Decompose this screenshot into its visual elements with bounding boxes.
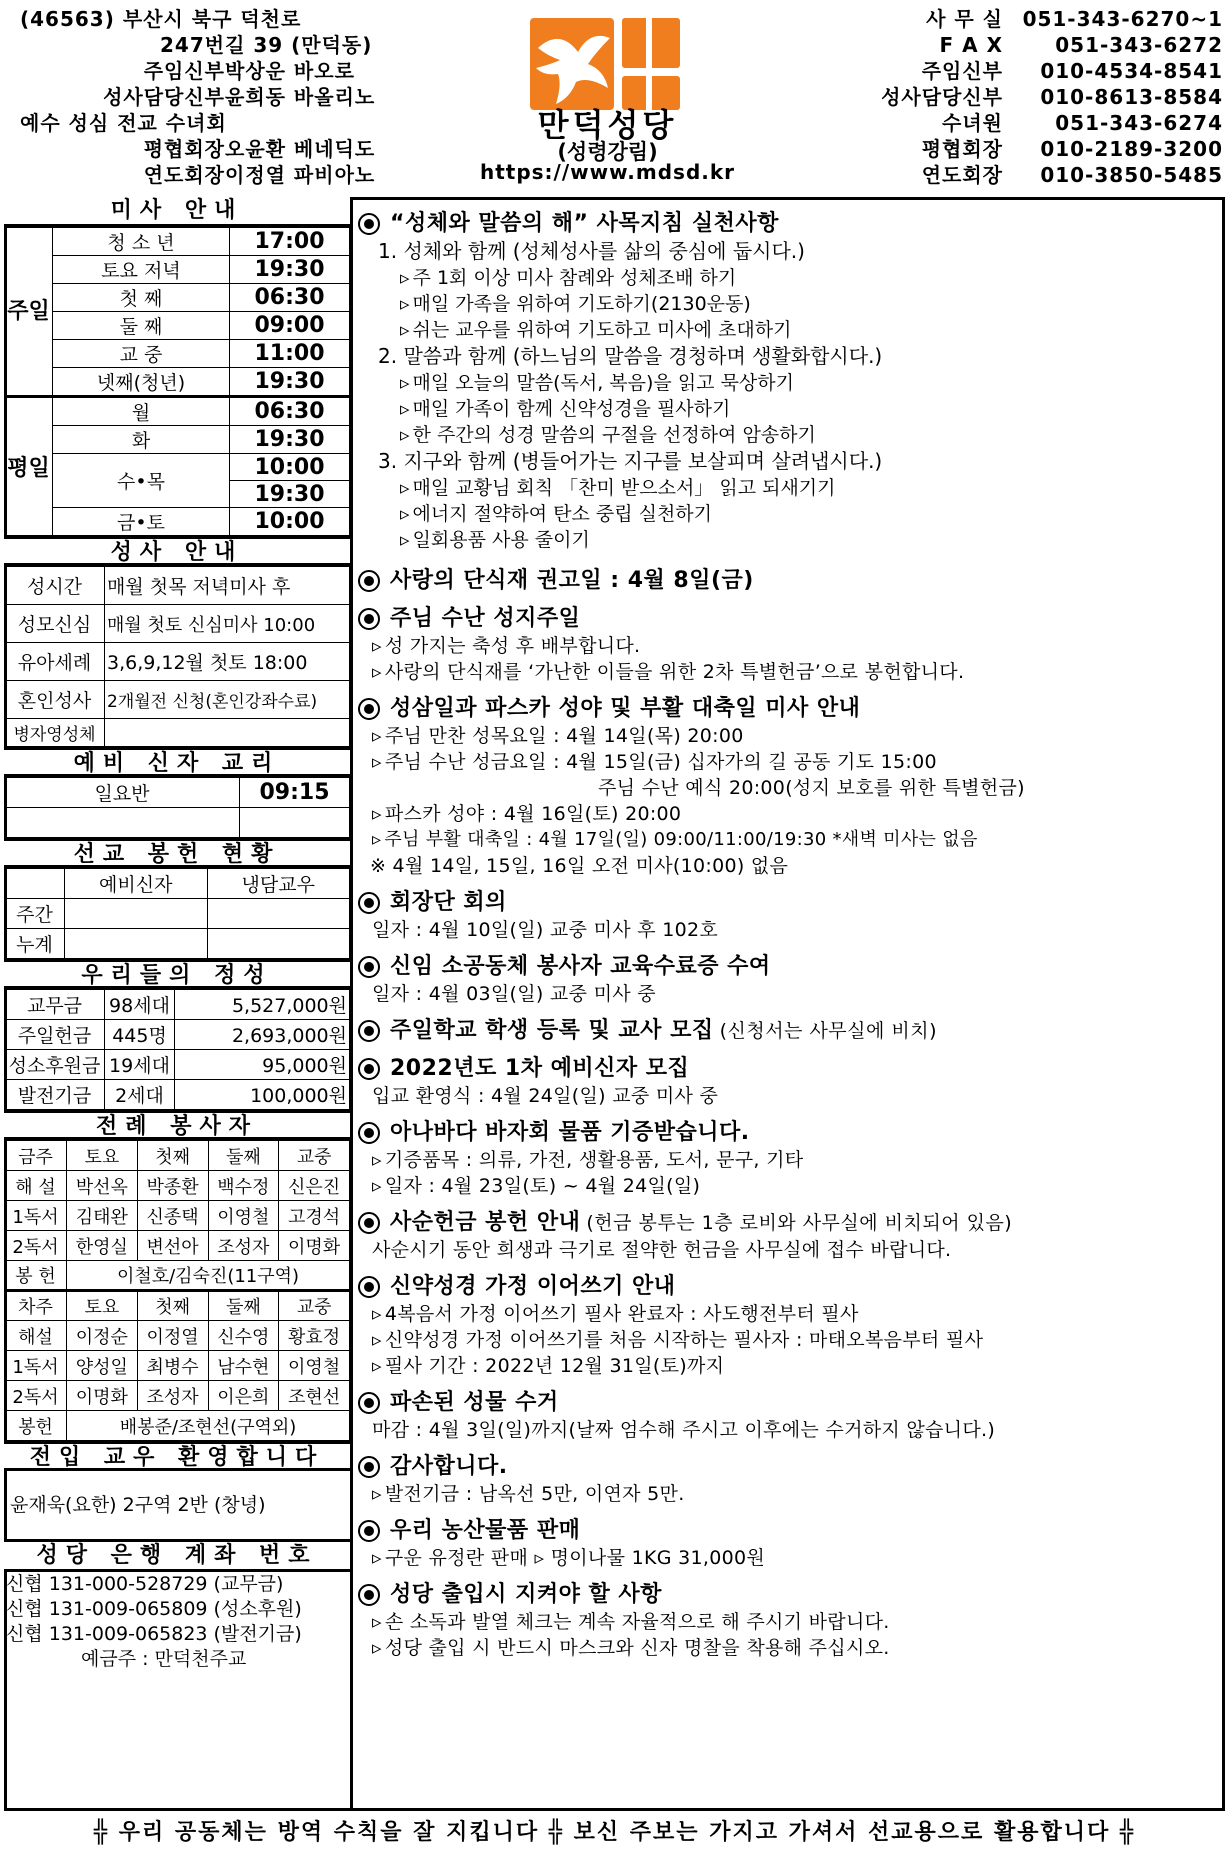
notice-line: 일자 : 4월 03일(일) 교중 미사 중 xyxy=(372,983,656,1005)
phone-row: 성사담당신부 010-8613-8584 xyxy=(881,85,1223,109)
notice-title: 회장단 회의 xyxy=(390,890,507,915)
notice-line: 마감 : 4월 3일(일)까지(날짜 엄수해 주시고 이후에는 수거하지 않습니다.) xyxy=(372,1419,996,1441)
sacrament-info: 3,6,9,12월 첫토 18:00 xyxy=(105,643,350,681)
weekday-label: 평일 xyxy=(5,397,53,536)
liturgy-person: 김태완 xyxy=(67,1201,138,1231)
notice-sunday-school xyxy=(358,1017,1218,1045)
liturgy-role: 1독서 xyxy=(5,1201,67,1231)
sacrament-info: 매월 첫토 신심미사 10:00 xyxy=(105,605,350,643)
mass-time: 06:30 xyxy=(230,284,350,312)
notice-title: 감사합니다. xyxy=(390,1454,508,1479)
notice-line: ▹ 매일 오늘의 말씀(독서, 복음)을 읽고 묵상하기 xyxy=(358,370,1218,396)
contact-row: 성사담당신부 윤희동 바올리노 xyxy=(103,85,376,109)
liturgy-role: 2독서 xyxy=(5,1231,67,1261)
liturgy-title: 전례 봉사자 xyxy=(4,1110,350,1140)
bullet-icon xyxy=(358,608,380,630)
street-address: 247번길 39 (만덕동) xyxy=(160,33,373,57)
notice-title: 파손된 성물 수거 xyxy=(390,1390,559,1415)
bullet-icon xyxy=(358,1058,380,1080)
notice-line: ▹ 매일 교황님 회칙 「찬미 받으소서」 읽고 되새기기 xyxy=(358,475,1218,501)
liturgy-role: 해설 xyxy=(5,1321,67,1351)
liturgy-person: 한영실 xyxy=(67,1231,138,1261)
phone-row: 연도회장 010-3850-5485 xyxy=(921,163,1223,187)
phone-row: F A X 051-343-6272 xyxy=(939,33,1223,57)
offering-name: 교무금 xyxy=(5,990,105,1020)
liturgy-person: 이명화 xyxy=(279,1231,350,1261)
offering-name: 성소후원금 xyxy=(5,1050,105,1080)
notice-line: ▹ 한 주간의 성경 말씀의 구절을 선정하여 암송하기 xyxy=(358,422,1218,448)
liturgy-person: 남수현 xyxy=(208,1351,279,1381)
mass-time: 19:30 xyxy=(230,256,350,284)
liturgy-header: 교중 xyxy=(279,1141,350,1171)
mission-row-label: 주간 xyxy=(5,899,65,929)
bullet-icon xyxy=(358,1392,380,1414)
liturgy-header: 첫째 xyxy=(137,1291,208,1321)
class-name: 일요반 xyxy=(5,778,240,808)
notice-subheading: 3. 지구와 함께 (병들어가는 지구를 보살피며 살려냅시다.) xyxy=(378,449,883,473)
mass-name: 화 xyxy=(53,426,230,454)
liturgy-header: 둘째 xyxy=(208,1141,279,1171)
notice-line: ▹ 기증품목 : 의류, 가전, 생활용품, 도서, 문구, 기타 xyxy=(358,1147,1218,1173)
notice-line: ▹ 일자 : 4월 23일(토) ~ 4월 24일(일) xyxy=(358,1173,1218,1199)
notice-sacred-items xyxy=(358,1389,1218,1443)
notice-council xyxy=(358,889,1218,943)
header-left xyxy=(20,6,420,188)
liturgy-person: 박선옥 xyxy=(67,1171,138,1201)
sacrament-name: 혼인성사 xyxy=(5,681,105,719)
sacrament-info: 2개월전 신청(혼인강좌수료) xyxy=(105,681,350,719)
sunday-label: 주일 xyxy=(5,228,53,397)
notice-title: 우리 농산물품 판매 xyxy=(390,1518,581,1543)
liturgy-person: 고경석 xyxy=(279,1201,350,1231)
notices-column xyxy=(358,210,1218,1671)
mass-name: 넷째(청년) xyxy=(53,368,230,397)
liturgy-person: 이정열 xyxy=(137,1321,208,1351)
welcome-text: 윤재욱(요한) 2구역 2반 (창녕) xyxy=(4,1471,350,1542)
footer-banner: ╬ 우리 공동체는 방역 수칙을 잘 지킵니다 ╬ 보신 주보는 가지고 가셔서 선교용으로 활용합니다 ╬ xyxy=(93,1820,1136,1845)
contact-row: 평협회장 오윤환 베네딕도 xyxy=(143,137,376,161)
liturgy-person: 백수정 xyxy=(208,1171,279,1201)
phone-row: 평협회장 010-2189-3200 xyxy=(921,137,1223,161)
notice-easter xyxy=(358,695,1218,879)
mass-time: 10:00 xyxy=(230,508,350,536)
mass-name: 월 xyxy=(53,397,230,426)
notice-subheading: 2. 말씀과 함께 (하느님의 말씀을 경청하며 생활화합시다.) xyxy=(378,344,883,368)
notice-line: ▹ 성당 출입 시 반드시 마스크와 신자 명찰을 착용해 주십시오. xyxy=(358,1635,1218,1661)
offering-name: 주일헌금 xyxy=(5,1020,105,1050)
class-time: 09:15 xyxy=(240,778,350,808)
offering-count: 2세대 xyxy=(105,1080,175,1110)
liturgy-header: 토요 xyxy=(67,1141,138,1171)
parish-url-link[interactable]: https://www.mdsd.kr xyxy=(479,160,736,184)
notice-line: 주님 수난 예식 20:00(성지 보호를 위한 특별헌금) xyxy=(598,777,1025,799)
mass-name: 토요 저녁 xyxy=(53,256,230,284)
notice-line: ▹ 발전기금 : 남옥선 5만, 이연자 5만. xyxy=(358,1481,1218,1507)
parish-subtitle: (성령강림) xyxy=(557,140,658,164)
notice-note: (헌금 봉투는 1층 로비와 사무실에 비치되어 있음) xyxy=(586,1212,1013,1234)
liturgy-person: 박종환 xyxy=(137,1171,208,1201)
liturgy-header: 첫째 xyxy=(137,1141,208,1171)
notice-line: ▹ 주님 수난 성금요일 : 4월 15일(금) 십자가의 길 공동 기도 15:00 xyxy=(358,749,1218,775)
notice-line: ▹ 4복음서 가정 이어쓰기 필사 완료자 : 사도행전부터 필사 xyxy=(358,1301,1218,1327)
sacrament-info xyxy=(105,719,350,747)
sacrament-name: 병자영성체 xyxy=(5,719,105,747)
notice-line: ▹ 에너지 절약하여 탄소 중립 실천하기 xyxy=(358,501,1218,527)
notice-line: ▹ 성 가지는 축성 후 배부합니다. xyxy=(358,633,1218,659)
liturgy-person: 이은희 xyxy=(208,1381,279,1411)
liturgy-person: 양성일 xyxy=(67,1351,138,1381)
notice-line: ▹ 주님 부활 대축일 : 4월 17일(일) 09:00/11:00/19:30 *새벽 미사는 없음 xyxy=(358,827,1218,853)
mass-title: 미사 안내 xyxy=(4,197,350,227)
notice-line: ▹ 필사 기간 : 2022년 12월 31일(토)까지 xyxy=(358,1353,1218,1379)
liturgy-person: 최병수 xyxy=(137,1351,208,1381)
bullet-icon xyxy=(358,1456,380,1478)
offering-table xyxy=(4,989,350,1110)
notice-title: 신약성경 가정 이어쓰기 안내 xyxy=(390,1274,676,1299)
class-name xyxy=(5,808,240,838)
bullet-icon xyxy=(358,570,380,592)
catechumen-title: 예비 신자 교리 xyxy=(4,747,350,777)
bullet-icon xyxy=(358,1212,380,1234)
notice-bible-copy xyxy=(358,1273,1218,1379)
notice-farm-products xyxy=(358,1517,1218,1571)
welcome-title: 전입 교우 환영합니다 xyxy=(4,1441,350,1471)
offering-count: 98세대 xyxy=(105,990,175,1020)
header-right xyxy=(838,6,1223,188)
sacrament-table xyxy=(4,566,350,747)
liturgy-person: 이영철 xyxy=(208,1201,279,1231)
notice-line: ▹ 쉬는 교우를 위하여 기도하고 미사에 초대하기 xyxy=(358,317,1218,343)
notice-entry-rules xyxy=(358,1581,1218,1661)
notice-note: (신청서는 사무실에 비치) xyxy=(719,1020,938,1042)
liturgy-person: 조현선 xyxy=(279,1381,350,1411)
offering-count: 445명 xyxy=(105,1020,175,1050)
bullet-icon xyxy=(358,956,380,978)
notice-line: ▹ 매일 가족을 위하여 기도하기(2130운동) xyxy=(358,291,1218,317)
notice-line: ▹ 주 1회 이상 미사 참례와 성체조배 하기 xyxy=(358,265,1218,291)
bullet-icon xyxy=(358,892,380,914)
notice-lent-offering xyxy=(358,1209,1218,1263)
liturgy-table-this-week xyxy=(4,1140,350,1441)
mass-table xyxy=(4,227,350,536)
bullet-icon xyxy=(358,213,380,235)
notice-title: 신임 소공동체 봉사자 교육수료증 수여 xyxy=(390,954,771,979)
mission-table xyxy=(4,868,350,959)
notice-line: ▹ 손 소독과 발열 체크는 계속 자율적으로 해 주시기 바랍니다. xyxy=(358,1609,1218,1635)
notice-subheading: 1. 성체와 함께 (성체성사를 삶의 중심에 둡시다.) xyxy=(378,239,805,263)
offering-count: 19세대 xyxy=(105,1050,175,1080)
liturgy-header: 둘째 xyxy=(208,1291,279,1321)
offering-amount: 5,527,000원 xyxy=(175,990,350,1020)
liturgy-person: 신수영 xyxy=(208,1321,279,1351)
mass-name: 교 중 xyxy=(53,340,230,368)
mass-time: 09:00 xyxy=(230,312,350,340)
sacrament-info: 매월 첫목 저녁미사 후 xyxy=(105,567,350,605)
liturgy-offer: 이철호/김숙진(11구역) xyxy=(67,1261,350,1291)
bullet-icon xyxy=(358,1276,380,1298)
mass-time: 19:30 xyxy=(230,426,350,454)
sacrament-name: 성시간 xyxy=(5,567,105,605)
notice-line: ▹ 구운 유정란 판매 ▹ 명이나물 1KG 31,000원 xyxy=(358,1545,1218,1571)
notice-line: ▹ 매일 가족이 함께 신약성경을 필사하기 xyxy=(358,396,1218,422)
notice-line: ▹ 신약성경 가정 이어쓰기를 처음 시작하는 필사자 : 마태오복음부터 필사 xyxy=(358,1327,1218,1353)
mission-header: 예비신자 xyxy=(65,869,208,899)
notice-title: “성체와 말씀의 해” 사목지침 실천사항 xyxy=(390,211,779,236)
left-column xyxy=(4,197,353,1811)
mass-name: 금•토 xyxy=(53,508,230,536)
offering-amount: 95,000원 xyxy=(175,1050,350,1080)
liturgy-header: 금주 xyxy=(5,1141,67,1171)
notice-title: 아나바다 바자회 물품 기증받습니다. xyxy=(390,1120,750,1145)
offering-title: 우리들의 정성 xyxy=(4,959,350,989)
notice-title: 2022년도 1차 예비신자 모집 xyxy=(390,1056,690,1081)
notice-line: ▹ 파스카 성야 : 4월 16일(토) 20:00 xyxy=(358,801,1218,827)
sacrament-name: 성모신심 xyxy=(5,605,105,643)
notice-title: 성당 출입시 지켜야 할 사항 xyxy=(390,1582,662,1607)
notice-line: ▹ 주님 만찬 성목요일 : 4월 14일(목) 20:00 xyxy=(358,723,1218,749)
notice-certificate xyxy=(358,953,1218,1007)
notice-title: 사랑의 단식재 권고일 : 4월 8일(금) xyxy=(390,568,754,593)
liturgy-role: 1독서 xyxy=(5,1351,67,1381)
notice-title: 사순헌금 봉헌 안내 xyxy=(390,1210,581,1235)
mass-time: 06:30 xyxy=(230,397,350,426)
bullet-icon xyxy=(358,1584,380,1606)
sacrament-title: 성사 안내 xyxy=(4,536,350,566)
liturgy-person: 신은진 xyxy=(279,1171,350,1201)
notice-title: 주님 수난 성지주일 xyxy=(390,606,581,631)
notice-line: 일자 : 4월 10일(일) 교중 미사 후 102호 xyxy=(372,919,719,941)
mass-time: 17:00 xyxy=(230,228,350,256)
phone-row: 사 무 실 051-343-6270~1 xyxy=(926,7,1223,31)
notice-line: ▹ 사랑의 단식재를 ‘가난한 이들을 위한 2차 특별헌금’으로 봉헌합니다. xyxy=(358,659,1218,685)
liturgy-person: 변선아 xyxy=(137,1231,208,1261)
bank-title: 성당 은행 계좌 번호 xyxy=(4,1542,350,1572)
notice-bazaar xyxy=(358,1119,1218,1199)
liturgy-person: 신종택 xyxy=(137,1201,208,1231)
liturgy-header: 교중 xyxy=(279,1291,350,1321)
mass-name: 첫 째 xyxy=(53,284,230,312)
notice-palm-sunday xyxy=(358,605,1218,685)
mission-row-label: 누계 xyxy=(5,929,65,959)
notice-title: 주일학교 학생 등록 및 교사 모집 xyxy=(390,1018,714,1043)
liturgy-header: 차주 xyxy=(5,1291,67,1321)
mass-name: 둘 째 xyxy=(53,312,230,340)
liturgy-person: 조성자 xyxy=(208,1231,279,1261)
phone-row: 수녀원 051-343-6274 xyxy=(942,111,1223,135)
liturgy-role: 2독서 xyxy=(5,1381,67,1411)
liturgy-person: 이명화 xyxy=(67,1381,138,1411)
bullet-icon xyxy=(358,698,380,720)
offering-name: 발전기금 xyxy=(5,1080,105,1110)
notice-pastoral xyxy=(358,210,1218,553)
phone-row: 주임신부 010-4534-8541 xyxy=(921,59,1223,83)
offering-amount: 100,000원 xyxy=(175,1080,350,1110)
notice-line: 입교 환영식 : 4월 24일(일) 교중 미사 중 xyxy=(372,1085,719,1107)
mass-time: 11:00 xyxy=(230,340,350,368)
bank-account: 신협 131-009-065823 (발전기금) xyxy=(6,1623,302,1645)
liturgy-person: 이영철 xyxy=(279,1351,350,1381)
notice-thanks xyxy=(358,1453,1218,1507)
offering-amount: 2,693,000원 xyxy=(175,1020,350,1050)
postal-address: (46563) 부산시 북구 덕천로 xyxy=(20,7,302,31)
mass-time: 19:30 xyxy=(230,368,350,397)
liturgy-offer: 배봉준/조현선(구역외) xyxy=(67,1411,350,1441)
mission-header: 냉담교우 xyxy=(207,869,350,899)
liturgy-person: 황효정 xyxy=(279,1321,350,1351)
notice-catechumen xyxy=(358,1055,1218,1109)
liturgy-role: 봉헌 xyxy=(5,1411,67,1441)
notice-line: 사순시기 동안 희생과 극기로 절약한 헌금을 사무실에 접수 바랍니다. xyxy=(372,1239,952,1261)
notice-fasting xyxy=(358,567,1218,595)
bank-account: 신협 131-000-528729 (교무금) xyxy=(6,1573,284,1595)
liturgy-person: 이정순 xyxy=(67,1321,138,1351)
bank-account: 신협 131-009-065809 (성소후원) xyxy=(6,1598,302,1620)
bullet-icon xyxy=(358,1520,380,1542)
parish-name: 만덕성당 xyxy=(537,106,678,144)
bullet-icon xyxy=(358,1020,380,1042)
mission-title: 선교 봉헌 현황 xyxy=(4,838,350,868)
account-holder: 예금주 : 만덕천주교 xyxy=(81,1648,247,1670)
mass-name: 수•목 xyxy=(53,454,230,508)
parish-logo-icon xyxy=(530,18,680,110)
mass-time: 10:00 xyxy=(230,454,350,481)
notice-line: ※ 4월 14일, 15일, 16일 오전 미사(10:00) 없음 xyxy=(370,855,789,877)
liturgy-role: 봉 헌 xyxy=(5,1261,67,1291)
mass-name: 청 소 년 xyxy=(53,228,230,256)
bullet-icon xyxy=(358,1122,380,1144)
notice-line: ▹ 일회용품 사용 줄이기 xyxy=(358,527,1218,553)
notice-title: 성삼일과 파스카 성야 및 부활 대축일 미사 안내 xyxy=(390,696,861,721)
contact-row: 예수 성심 전교 수녀회 xyxy=(20,111,227,135)
contact-row: 연도회장 이정열 파비아노 xyxy=(143,163,376,187)
liturgy-person: 조성자 xyxy=(137,1381,208,1411)
liturgy-role: 해 설 xyxy=(5,1171,67,1201)
catechumen-table xyxy=(4,777,350,838)
bank-list xyxy=(4,1572,350,1672)
liturgy-header: 토요 xyxy=(67,1291,138,1321)
sacrament-name: 유아세례 xyxy=(5,643,105,681)
contact-row: 주임신부 박상운 바오로 xyxy=(143,59,355,83)
mass-time: 19:30 xyxy=(230,481,350,508)
class-time xyxy=(240,808,350,838)
